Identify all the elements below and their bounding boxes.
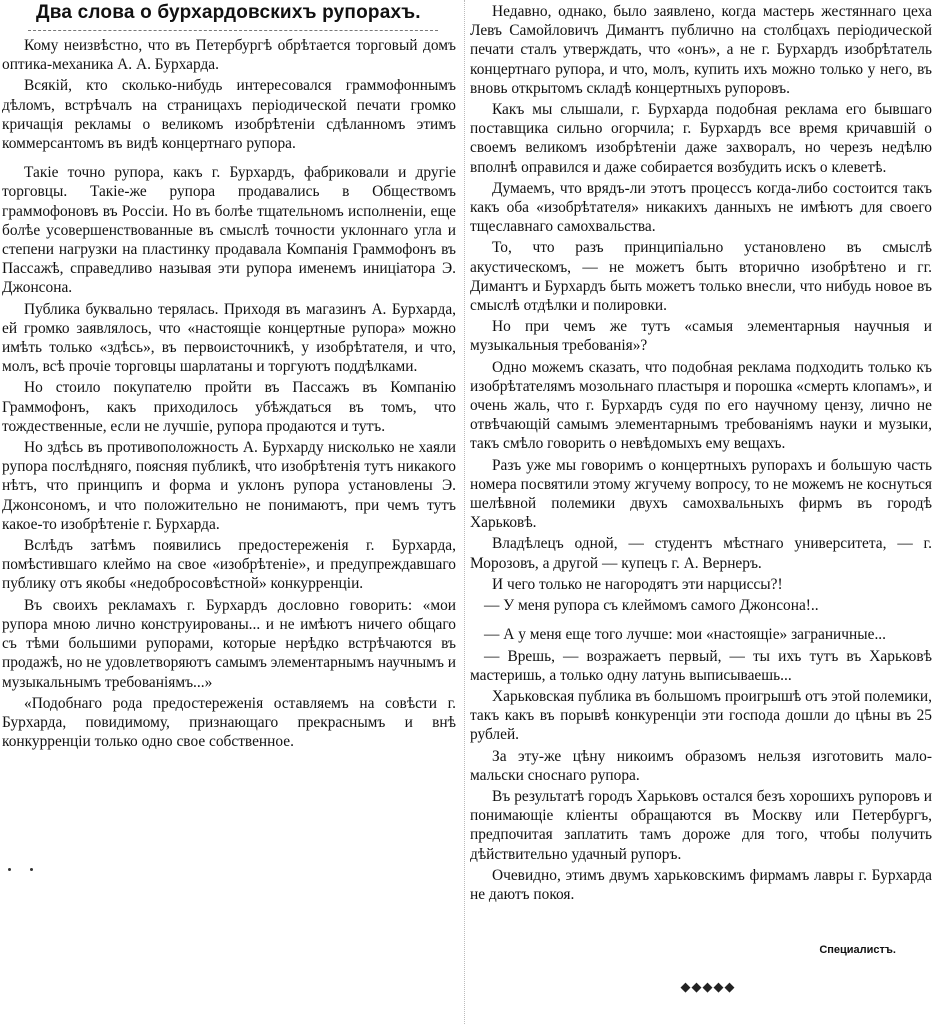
title-rule (28, 30, 438, 31)
paragraph: Но стоило покупателю пройти въ Пассажъ въ Компанію Граммофонъ, какъ приходилось убѣждаться въ томъ, что тождественные, если не лучшіе, рупора продаются и тутъ. (2, 379, 456, 435)
paragraph: Одно можемъ сказать, что подобная реклама подходить только къ изобрѣтателямъ мозольнаго пластыря и порошка «смерть клопамъ», и очень жаль, что г. Бурхардъ судя по его научному цензу, лично не отвѣчающій самымъ элементарнымъ требованіямъ науки и музыки, такъ смѣло говорить о невѣдомыхъ ему вещахъ. (470, 358, 932, 453)
dialog-line: — У меня рупора съ клеймомъ самого Джонсона!.. (484, 597, 819, 615)
paragraph: Недавно, однако, было заявлено, когда мастерь жестяннаго цеха Левъ Самойловичъ Димантъ публично на столбцахъ періодической печати сталъ утверждать, что «онъ», а не г. Бурхардъ изобрѣтатель концертнаго рупора, и что, молъ, купить ихъ можно только у него, въ вновь открытомъ складѣ концертныхъ рупоровъ. (470, 3, 932, 97)
paragraph: Въ своихъ рекламахъ г. Бурхардъ дословно говорить: «мои рупора мною лично конструированы... и не имѣютъ ничего общаго съ тѣми большими рупорами, которые нерѣдко встрѣчаются въ продажѣ, но не удовлетворяютъ самымъ элементарнымъ научнымъ и музыкальнымъ требованіямъ...» (2, 596, 456, 691)
print-speck (8, 868, 11, 871)
paragraph: Кому неизвѣстно, что въ Петербургѣ обрѣтается торговый домъ оптика-механика А. А. Бурхарда. (2, 37, 456, 74)
paragraph: То, что разъ принципіально установлено въ смыслѣ акустическомъ, — не можетъ быть вторично изобрѣтено и гг. Димантъ и Бурхардъ быть можетъ только внесли, что нибудь новое въ смыслѣ отдѣлки и полировки. (470, 239, 932, 315)
column-divider (464, 0, 465, 1024)
paragraph: Вслѣдъ затѣмъ появились предостереженія г. Бурхарда, помѣстившаго клеймо на свое «изобрѣтеніе», и предупреждавшаго публику отъ якобы «недобросовѣстной» конкурренціи. (2, 537, 456, 593)
paragraph: И чего только не нагородятъ эти нарциссы?! (492, 575, 783, 593)
author-signature: Специалистъ. (819, 944, 896, 956)
paragraph: Въ результатѣ городъ Харьковъ остался безъ хорошихъ рупоровъ и понимающіе кліенты обращаются въ Москву или Петербургъ, предпочитая заплатить тамъ дороже для того, чтобы получить дѣйствительно удачный рупоръ. (470, 787, 932, 863)
dialog-line: — А у меня еще того лучше: мои «настоящіе» заграничные... (484, 626, 886, 644)
article-title: Два слова о бурхардовскихъ рупорахъ. (36, 2, 421, 23)
paragraph: Но при чемъ же тутъ «самыя элементарныя научныя и музыкальныя требованія»? (470, 318, 932, 355)
paragraph: Всякій, кто сколько-нибудь интересовался граммофоннымъ дѣломъ, встрѣчалъ на страницахъ періодической печати громко кричащія рекламы о великомъ изобрѣтеніи сдѣланномъ этимъ коммерсантомъ въ видѣ концертнаго рупора. (2, 77, 456, 153)
print-speck (30, 868, 33, 871)
left-column-text (2, 36, 456, 753)
left-column (0, 0, 458, 1024)
paragraph: Харьковская публика въ большомъ проигрышѣ отъ этой полемики, такъ какъ въ порывѣ конкуренціи эти господа дошли до цѣны въ 25 рублей. (470, 687, 932, 744)
paragraph: Разъ уже мы говоримъ о концертныхъ рупорахъ и большую часть номера посвятили этому жгучему вопросу, то не можемъ не коснуться шелѣвной полемики двухъ самохвальныхъ фирмъ въ городѣ Харьковѣ. (470, 456, 932, 532)
paragraph: Думаемъ, что врядъ-ли этотъ процессъ когда-либо состоится такъ какъ оба «изобрѣтателя» никакихъ данныхъ не имѣютъ для своего тщеславнаго самохвальства. (470, 179, 932, 236)
paragraph: «Подобнаго рода предостереженія оставляемъ на совѣсти г. Бурхарда, повидимому, признающаго прекраснымъ и внѣ конкурренціи только одно свое собственное. (2, 694, 456, 751)
right-column-text (470, 2, 932, 906)
right-column (470, 0, 932, 1024)
paragraph: Публика буквально терялась. Приходя въ магазинъ А. Бурхарда, ей громко заявлялось, что «настоящіе концертные рупора» можно имѣть только «здѣсь», въ первоисточникѣ, у изобрѣтателя, и что, молъ, всѣ прочіе торговцы шарлатаны и торгуютъ поддѣлками. (2, 300, 456, 376)
paragraph: Владѣлецъ одной, — студентъ мѣстнаго университета, — г. Морозовъ, а другой — купецъ г. А. Вернеръ. (470, 535, 932, 572)
paragraph: Такіе точно рупора, какъ г. Бурхардъ, фабриковали и другіе торговцы. Такіе-же рупора продавались в Обществомъ граммофоновъ въ Россіи. Но въ болѣе тщательномъ исполненіи, еще болѣе усовершенствованные въ смыслѣ точности уклоннаго угла и степени нагрузки на пластинку продавала Компанія Граммофонъ въ Пассажѣ, справедливо называя эти рупора именемъ иниціатора Э. Джонсона. (2, 164, 456, 297)
paragraph: За эту-же цѣну никоимъ образомъ нельзя изготовить мало-мальски сноснаго рупора. (470, 747, 932, 784)
paragraph: Очевидно, этимъ двумъ харьковскимъ фирмамъ лавры г. Бурхарда не даютъ покоя. (470, 866, 932, 903)
dialog-line: — Врешь, — возражаетъ первый, — ты ихъ тутъ въ Харьковѣ мастеришь, а только одну латунь выписываешь... (470, 647, 932, 684)
end-ornament: ◆◆◆◆◆ (680, 979, 736, 994)
paragraph: Какъ мы слышали, г. Бурхарда подобная реклама его бывшаго поставщика сильно огорчила; г. Бурхардъ все время кричавшій о своемъ великомъ изобрѣтеніи даже захворалъ, но черезъ недѣлю вполнѣ оправился и даже собирается возбудить искъ о клеветѣ. (470, 101, 932, 176)
paragraph: Но здѣсь въ противоположность А. Бурхарду нисколько не хаяли рупора послѣдняго, поясняя публикѣ, что изобрѣтенія тутъ никакого нѣтъ, что принципъ и форма и уклонъ рупора установлены Э. Джонсономъ, и что положительно не понимаютъ, при чемъ тутъ какое-то изобрѣтеніе г. Бурхарда. (2, 439, 456, 533)
